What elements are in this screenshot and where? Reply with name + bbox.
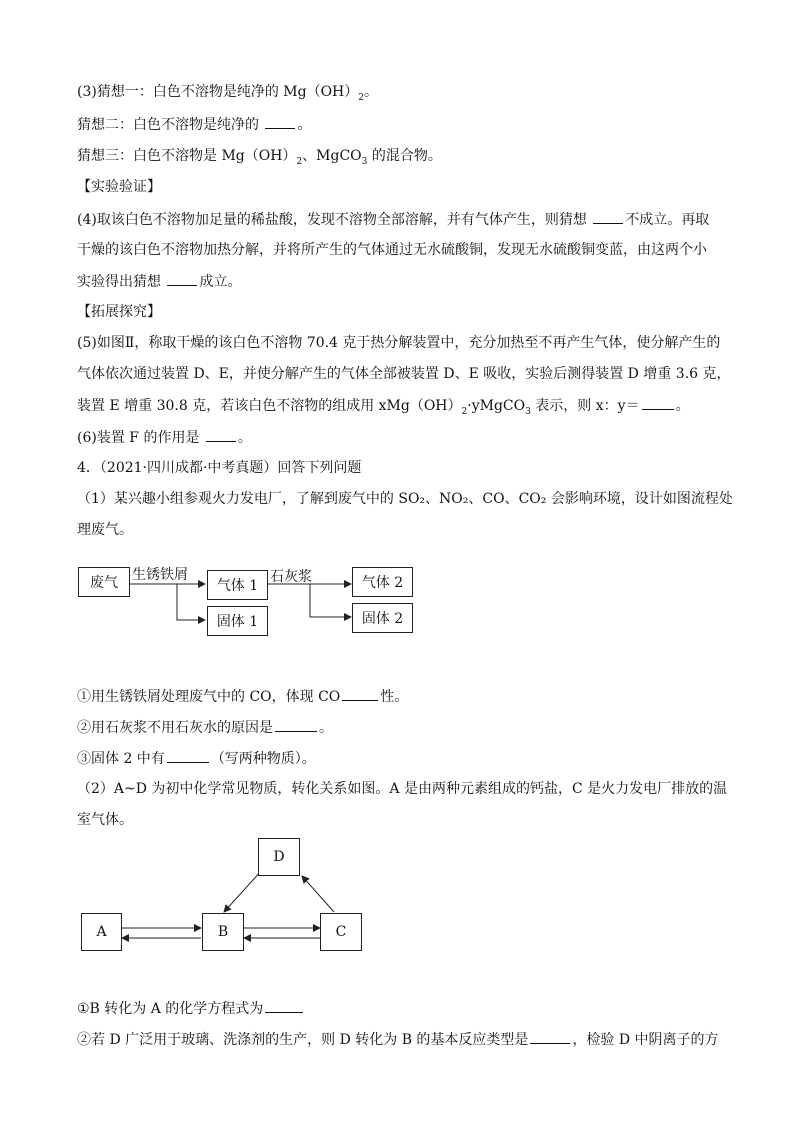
flow-box-gas-2: 气体 2 xyxy=(352,567,413,597)
flow-label-rusty-iron: 生锈铁屑 xyxy=(132,567,188,583)
q5-line-1: (5)如图Ⅱ，称取干燥的该白色不溶物 70.4 克于热分解装置中，充分加热至不再产生气体，使分解产生的 xyxy=(77,335,721,351)
q5-text-mid: ·yMgCO xyxy=(467,398,526,414)
subscript: 2 xyxy=(296,156,303,167)
answer-blank[interactable] xyxy=(275,717,317,732)
guess-three-text-3: 的混合物。 xyxy=(367,148,442,164)
p4-q3-text-after: （写两种物质）。 xyxy=(210,751,316,767)
p4-part2-line1: （2）A~D 为初中化学常见物质，转化关系如图。A 是由两种元素组成的钙盐，C 是火力发电厂排放的温 xyxy=(77,781,728,797)
q5-line-2: 气体依次通过装置 D、E，并使分解产生的气体全部被装置 D、E 吸收，实验后测得装置 D 增重 3.6 克， xyxy=(77,366,731,382)
section-extended-inquiry: 【拓展探究】 xyxy=(77,304,161,320)
p4-part2-q1-text: ①B 转化为 A 的化学方程式为 xyxy=(77,1001,264,1017)
answer-blank[interactable] xyxy=(167,748,209,763)
p4-part1-line2: 理废气。 xyxy=(77,522,133,538)
flow-label-lime-slurry: 石灰浆 xyxy=(270,569,312,585)
guess-one-text: (3)猜想一：白色不溶物是纯净的 Mg（OH） xyxy=(77,84,359,100)
p4-part2-q1 xyxy=(77,998,305,1019)
flow-box-solid-1: 固体 1 xyxy=(207,606,268,636)
arrow-d-to-b xyxy=(224,870,262,912)
punct: 。 xyxy=(319,720,333,736)
flow-box-solid-2: 固体 2 xyxy=(352,603,413,633)
guess-two-text: 猜想二：白色不溶物是纯净的 xyxy=(77,117,264,133)
p4-q3-text: ③固体 2 中有 xyxy=(77,751,165,767)
flow-box-gas-1: 气体 1 xyxy=(207,570,268,600)
q4-text-after: 不成立。再取 xyxy=(625,212,710,228)
p4-q3 xyxy=(77,748,316,769)
cycle-box-d: D xyxy=(258,838,300,876)
cycle-box-c: C xyxy=(320,913,362,951)
p4-part1-line1: （1）某兴趣小组参观火力发电厂，了解到废气中的 SO₂、NO₂、CO、CO₂ 会影响环境，设计如图流程处 xyxy=(77,491,733,507)
answer-blank[interactable] xyxy=(530,1029,570,1044)
q4-text: (4)取该白色不溶物加足量的稀盐酸，发现不溶物全部溶解，并有气体产生，则猜想 xyxy=(77,212,592,228)
punct: 。 xyxy=(237,430,252,446)
problem-4-heading: 4．（2021·四川成都·中考真题）回答下列问题 xyxy=(77,460,362,476)
subscript: 2 xyxy=(358,92,364,103)
arrow-to-solid1 xyxy=(177,584,205,620)
subscript: 3 xyxy=(361,156,368,167)
q5-text-mid2: 表示，则 x：y＝ xyxy=(530,398,640,414)
q4-text: 实验得出猜想 xyxy=(77,274,166,290)
answer-blank[interactable] xyxy=(265,998,303,1013)
subscript: 2 xyxy=(461,406,468,417)
subscript: 3 xyxy=(525,406,531,417)
p4-part2-q2-text-after: ，检验 D 中阴离子的方 xyxy=(572,1032,719,1048)
p4-q1-text: ①用生锈铁屑处理废气中的 CO，体现 CO xyxy=(77,689,341,705)
q6-text: (6)装置 F 的作用是 xyxy=(77,430,204,446)
arrow-c-to-d xyxy=(302,876,334,912)
p4-q2 xyxy=(77,717,333,738)
answer-blank[interactable] xyxy=(342,686,378,701)
q5-text: 装置 E 增重 30.8 克，若该白色不溶物的组成用 xMg（OH） xyxy=(77,398,462,414)
p4-part2-q2-text: ②若 D 广泛用于玻璃、洗涤剂的生产，则 D 转化为 B 的基本反应类型是 xyxy=(77,1032,529,1048)
punct: 。 xyxy=(675,398,690,414)
p4-q1-text-after: 性。 xyxy=(380,689,409,705)
q4-line-2: 干燥的该白色不溶物加热分解，并将所产生的气体通过无水硫酸铜，发现无水硫酸铜变蓝，由这两个小 xyxy=(77,242,707,258)
flow-box-waste-gas: 废气 xyxy=(78,567,130,597)
guess-three-text-2: 、MgCO xyxy=(302,148,362,164)
p4-q1 xyxy=(77,686,408,707)
punct: 。 xyxy=(364,84,378,100)
cycle-box-a: A xyxy=(81,913,122,951)
cycle-box-b: B xyxy=(202,913,244,951)
guess-three-text: 猜想三：白色不溶物是 Mg（OH） xyxy=(77,148,297,164)
q4-text-after: 成立。 xyxy=(199,274,242,290)
section-experiment-verify: 【实验验证】 xyxy=(77,179,161,195)
arrow-to-solid2 xyxy=(310,584,351,617)
punct: 。 xyxy=(297,117,312,133)
p4-part2-line2: 室气体。 xyxy=(77,812,133,828)
p4-q2-text: ②用石灰浆不用石灰水的原因是 xyxy=(77,720,273,736)
p4-part2-q2 xyxy=(77,1029,719,1050)
